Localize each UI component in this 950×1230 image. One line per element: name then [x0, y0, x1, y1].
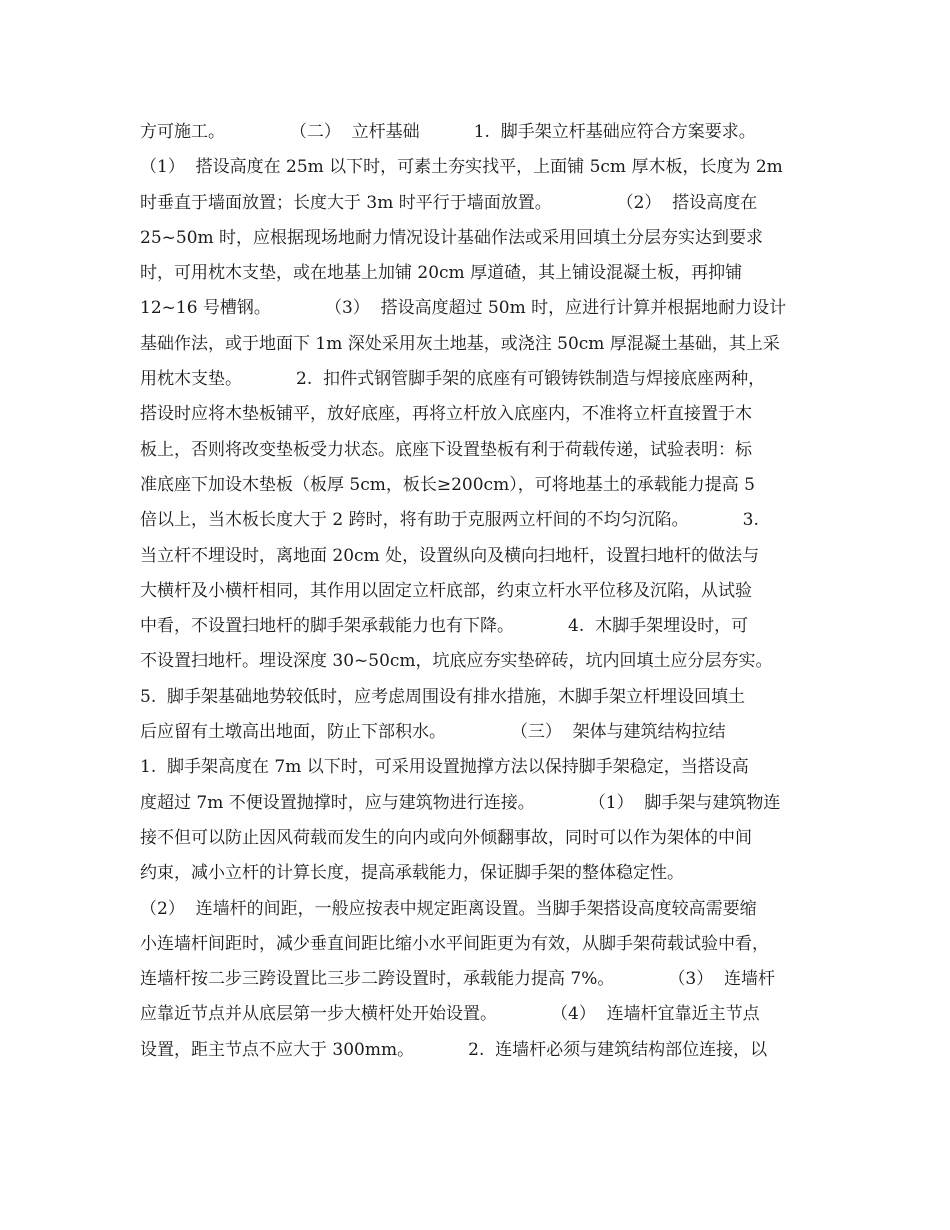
text-line: 连墙杆按二步三跨设置比三步二跨设置时，承载能力提高 7%。 （3） 连墙杆 [140, 969, 776, 990]
text-line: 不设置扫地杆。埋设深度 30~50cm，坑底应夯实垫碎砖，坑内回填土应分层夯实。 [140, 651, 773, 672]
text-line: 准底座下加设木垫板（板厚 5cm，板长≥200cm），可将地基土的承载能力提高 5 [140, 474, 755, 495]
text-line: 基础作法，或于地面下 1m 深处采用灰土地基，或浇注 50cm 厚混凝土基础，其上采 [140, 333, 780, 354]
text-line: 板上，否则将改变垫板受力状态。底座下设置垫板有利于荷载传递，试验表明：标 [140, 439, 752, 460]
text-line: 中看，不设置扫地杆的脚手架承载能力也有下降。 4. 木脚手架埋设时，可 [140, 616, 749, 637]
text-line: 时垂直于墙面放置；长度大于 3m 时平行于墙面放置。 （2） 搭设高度在 [140, 192, 758, 213]
text-line: 25~50m 时，应根据现场地耐力情况设计基础作法或采用回填土分层夯实达到要求 [140, 227, 764, 248]
text-line: 当立杆不埋设时，离地面 20cm 处，设置纵向及横向扫地杆，设置扫地杆的做法与 [140, 545, 760, 566]
text-line: 后应留有土墩高出地面，防止下部积水。 （三） 架体与建筑结构拉结 [140, 722, 726, 743]
text-line: （1） 搭设高度在 25m 以下时，可素土夯实找平，上面铺 5cm 厚木板，长度为 2m [140, 157, 783, 178]
text-line: 大横杆及小横杆相同，其作用以固定立杆底部，约束立杆水平位移及沉陷，从试验 [140, 580, 752, 601]
text-line: 用枕木支垫。 2. 扣件式钢管脚手架的底座有可锻铸铁制造与焊接底座两种， [140, 369, 766, 390]
text-line: 搭设时应将木垫板铺平，放好底座，再将立杆放入底座内，不准将立杆直接置于木 [140, 404, 752, 425]
text-line: 12~16 号槽钢。 （3） 搭设高度超过 50m 时，应进行计算并根据地耐力设计 [140, 298, 787, 319]
text-line: 度超过 7m 不便设置抛撑时，应与建筑物进行连接。 （1） 脚手架与建筑物连 [140, 792, 781, 813]
body-text [140, 115, 820, 1068]
text-line: 小连墙杆间距时，减少垂直间距比缩小水平间距更为有效，从脚手架荷载试验中看， [140, 933, 769, 954]
text-line: 接不但可以防止因风荷载而发生的向内或向外倾翻事故，同时可以作为架体的中间 [140, 827, 752, 848]
text-line: 5. 脚手架基础地势较低时，应考虑周围设有排水措施，木脚手架立杆埋设回填土 [140, 686, 746, 707]
text-line: 时，可用枕木支垫，或在地基上加铺 20cm 厚道碴，其上铺设混凝土板，再抑铺 [140, 263, 743, 284]
text-line: 应靠近节点并从底层第一步大横杆处开始设置。 （4） 连墙杆宜靠近主节点 [140, 1004, 760, 1025]
text-line: 设置，距主节点不应大于 300mm。 2. 连墙杆必须与建筑结构部位连接，以 [140, 1039, 768, 1060]
text-line: （2） 连墙杆的间距，一般应按表中规定距离设置。当脚手架搭设高度较高需要缩 [140, 898, 757, 919]
text-line: 倍以上，当木板长度大于 2 跨时，将有助于克服两立杆间的不均匀沉陷。 3. [140, 510, 759, 531]
text-line: 方可施工。 （二） 立杆基础 1. 脚手架立杆基础应符合方案要求。 [140, 122, 756, 142]
text-line: 约束，减小立杆的计算长度，提高承载能力，保证脚手架的整体稳定性。 [140, 863, 684, 884]
text-line: 1. 脚手架高度在 7m 以下时，可采用设置抛撑方法以保持脚手架稳定，当搭设高 [140, 757, 749, 778]
